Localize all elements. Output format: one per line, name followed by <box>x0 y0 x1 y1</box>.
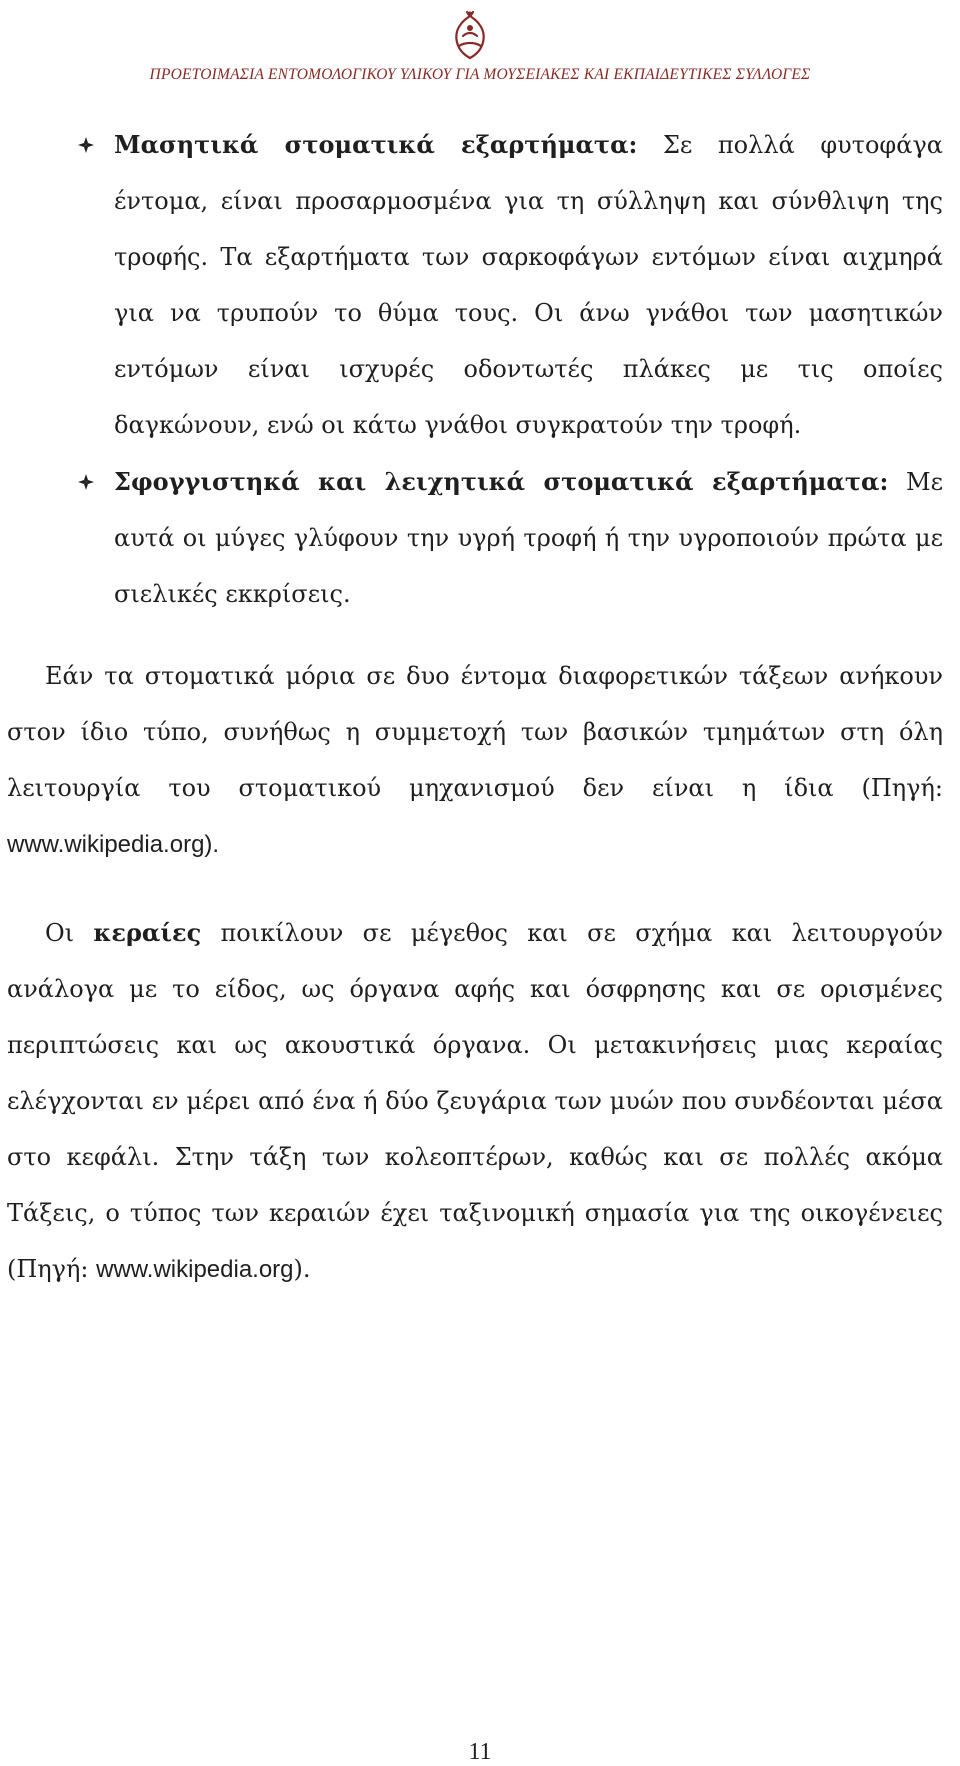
source-link-text: www.wikipedia.org). <box>7 831 220 858</box>
bullet-text: Σε πολλά φυτοφάγα έντομα, είναι προσαρμοσμένα για τη σύλληψη και σύνθλιψη της τροφής. Τα εξαρτήματα των σαρκοφάγων εντόμων είναι αιχμηρά για να τρυπούν το θύμα τους. Οι άνω γνάθοι των μασητικών εντόμων είναι ισχυρές οδοντωτές πλάκες με τις οποίες δαγκώνουν, ενώ οι κάτω γνάθοι συγκρατούν την τροφή. <box>114 131 943 439</box>
header-title: ΠΡΟΕΤΟΙΜΑΣΙΑ ΕΝΤΟΜΟΛΟΓΙΚΟΥ ΥΛΙΚΟΥ ΓΙΑ ΜΟΥΣΕΙΑΚΕΣ ΚΑΙ ΕΚΠΑΙΔΕΥΤΙΚΕΣ ΣΥΛΛΟΓΕΣ <box>149 66 811 83</box>
bullet-text: Με αυτά οι μύγες γλύφουν την υγρή τροφή ή την υγροποιούν πρώτα με σιελικές εκκρίσεις. <box>114 468 944 608</box>
ornamental-emblem-icon <box>449 6 491 64</box>
paragraph-antennae <box>0 905 960 1298</box>
antennae-term: κεραίες <box>93 918 202 947</box>
bullet-term: Μασητικά στοματικά εξαρτήματα: <box>114 130 638 159</box>
bullet-term: Σφογγιστηκά και λειχητικά στοματικά εξαρτήματα: <box>114 467 889 496</box>
paragraph-text: ποικίλουν σε μέγεθος και σε σχήμα και λειτουργούν ανάλογα με το είδος, ως όργανα αφής και όσφρησης και σε ορισμένες περιπτώσεις και ως ακουστικά όργανα. Οι μετακινήσεις μιας κεραίας ελέγχονται εν μέρει από ένα ή δύο ζευγάρια των μυών που συνδέονται μέσα στο κεφάλι. Στην τάξη των κολεοπτέρων, καθώς και σε πολλές ακόμα Τάξεις, ο τύπος των κεραιών έχει ταξινομική σημασία για της οικογένειες (Πηγή: <box>7 919 944 1283</box>
source-link-text: www.wikipedia.org <box>96 1256 294 1283</box>
page-header <box>0 0 960 90</box>
bullet-item-sponging-mouthparts <box>0 454 960 622</box>
paragraph-start: Οι <box>45 919 94 947</box>
paragraph-text: Εάν τα στοματικά μόρια σε δυο έντομα διαφορετικών τάξεων ανήκουν στον ίδιο τύπο, συνήθως η συμμετοχή των βασικών τμημάτων στη όλη λειτουργία του στοματικού μηχανισμού δεν είναι η ίδια (Πηγή: <box>7 662 943 802</box>
page-number: 11 <box>468 1739 492 1765</box>
diamond-bullet-icon <box>77 136 95 154</box>
diamond-bullet-icon <box>77 473 95 491</box>
paragraph-end: ). <box>293 1255 311 1283</box>
bullet-item-chewing-mouthparts <box>0 117 960 453</box>
paragraph-mouthparts-comparison <box>0 648 960 873</box>
document-body <box>0 117 960 1322</box>
